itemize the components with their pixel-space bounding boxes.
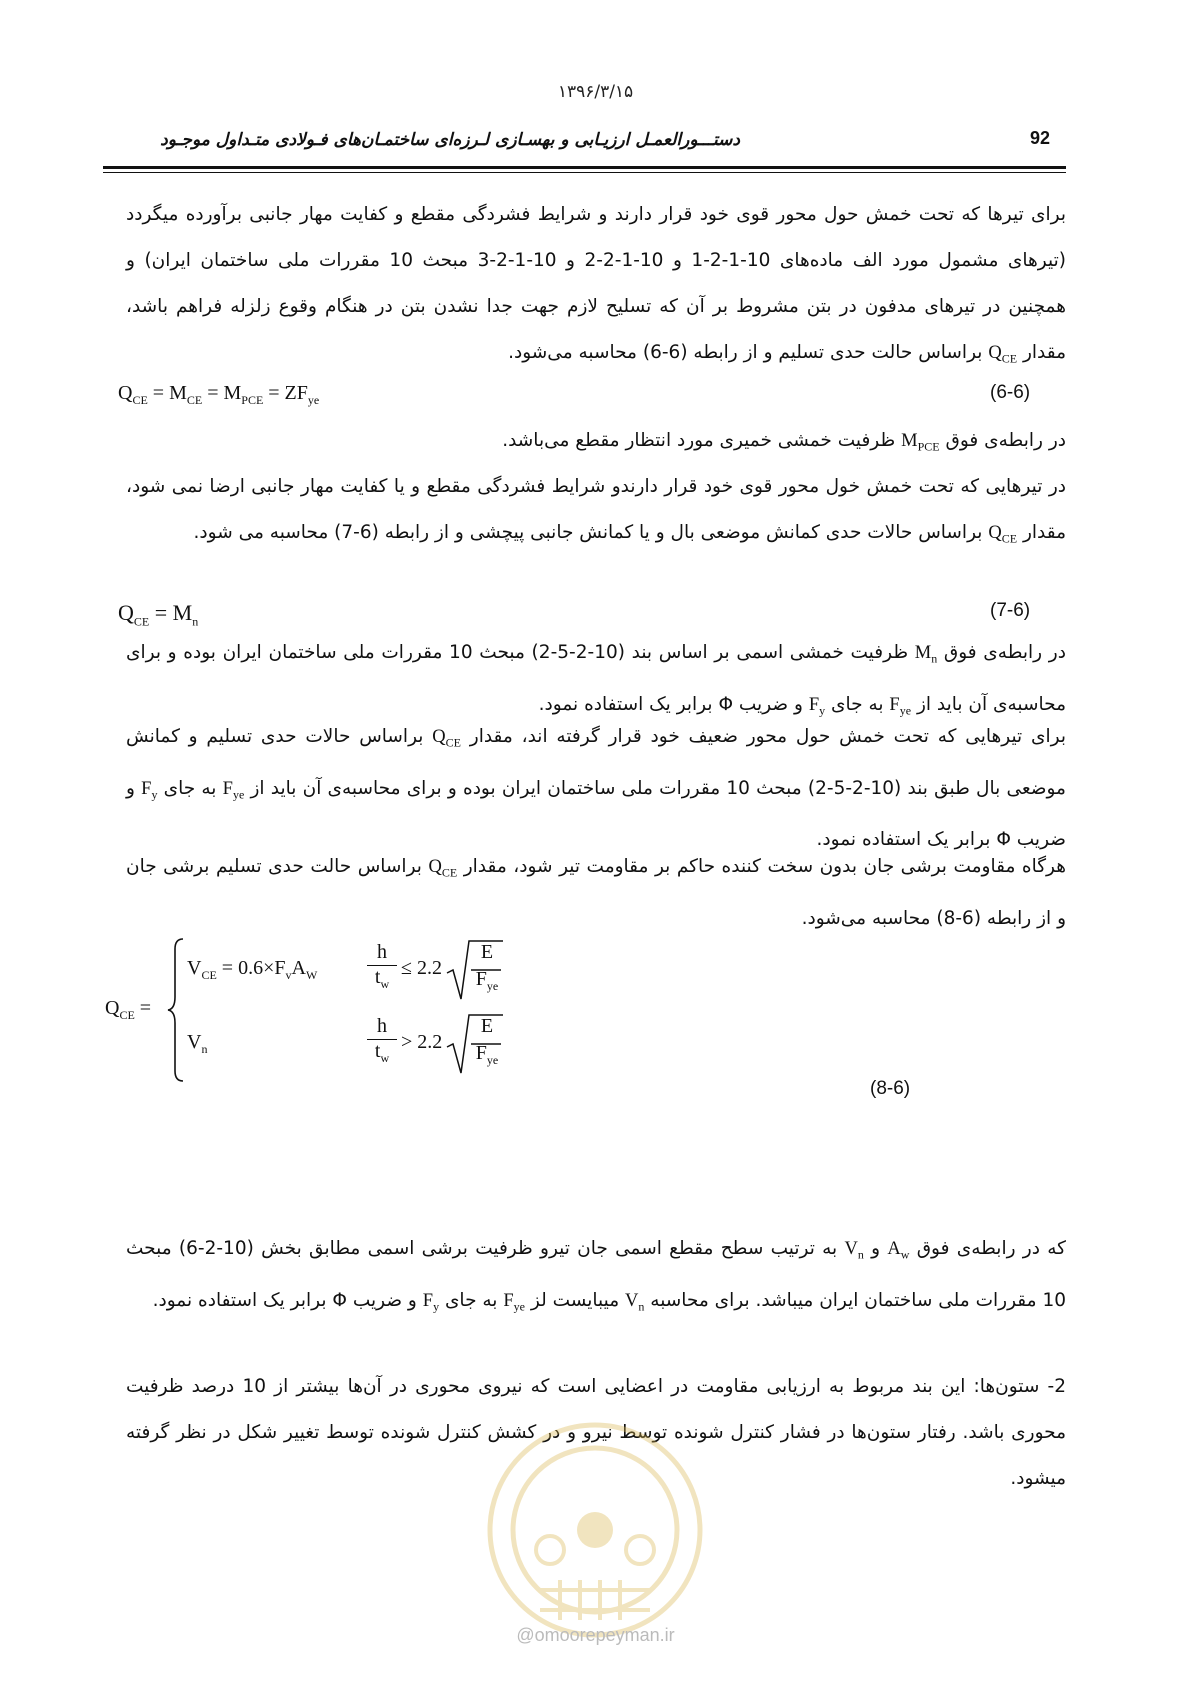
equation-8-6 [105,935,545,1085]
paragraph-5: برای تیرهایی که تحت خمش حول محور ضعیف خود قرار گرفته اند، مقدار $Q_{CE}$ براساس حالات حدی تسلیم و کمانش موضعی بال طبق بند (10-2-5-2) مبحث 10 مقررات ملی ساختمان ایران بوده و برای محاسبه‌ی آن باید از $F_{ye}$ به جای $F_y$ و ضریب Φ برابر یک استفاده نمود. [126,726,1066,851]
paragraph-4: در رابطه‌ی فوق $M_n$ ظرفیت خمشی اسمی بر اساس بند (10-2-5-2) مبحث 10 مقررات ملی ساختمان ایران بوده و برای محاسبه‌ی آن باید از $F_{ye}$ به جای $F_y$ و ضریب Φ برابر یک استفاده نمود. [126,642,1066,718]
header-date: ۱۳۹۶/۳/۱۵ [557,82,634,102]
page-number: 92 [1030,128,1051,148]
eq86-row2-cond: > 2.2 [401,1031,443,1053]
footer-url: @omoorepeyman.ir [516,1625,675,1645]
equation-number-7-6: (7-6) [990,600,1031,621]
equation-number-8-6: (8-6) [870,1078,911,1099]
brace-icon [165,935,187,1085]
eq86-lhs: $Q_{CE}$ = [105,997,152,1022]
eq86-row1-frac: h $t_w$ [367,941,397,992]
eq86-row2-rad: E $F_{ye}$ [475,1015,499,1067]
paragraph-1: برای تیرها که تحت خمش حول محور قوی خود قرار دارند و شرایط فشردگی مقطع و کفایت مهار جانبی برآورده میگردد (تیرهای مشمول مورد الف ماده‌های 10-1-2-1 و 10-1-2-2 و 10-1-2-3 مبحث 10 مقررات ملی ساختمان ایران) و همچنین در تیرهای مدفون در بتن مشروط بر آن که تسلیح لازم جهت جدا نشدن بتن در هنگام وقوع زلزله فراهم باشد، مقدار $Q_{CE}$ براساس حالت حدی تسلیم و از رابطه (6-6) محاسبه می‌شود. [126,204,1066,366]
eq86-row2-left: $V_n$ [187,1031,208,1056]
equation-7-6: $Q_{CE} = M_n$ [118,600,199,629]
equation-6-6: $Q_{CE} = M_{CE} = M_{PCE} = ZF_{ye}$ [118,382,320,407]
equation-number-6-6: (6-6) [990,382,1031,403]
paragraph-3: در تیرهایی که تحت خمش خول محور قوی خود قرار دارندو شرایط فشردگی مقطع و یا کفایت مهار جانبی ارضا نمی شود، مقدار $Q_{CE}$ براساس حالات حدی کمانش موضعی بال و یا کمانش جانبی پیچشی و از رابطه (6-7) محاسبه می شود. [126,476,1066,546]
paragraph-8: 2- ستون‌ها: این بند مربوط به ارزیابی مقاومت در اعضایی است که نیروی محوری در آن‌ها بیشتر از 10 درصد ظرفیت محوری باشد. رفتار ستون‌ها در فشار کنترل شونده توسط نیرو و در کشش کنترل شونده توسط تغییر شکل در نظر گرفته میشود. [126,1376,1066,1489]
paragraph-6: هرگاه مقاومت برشی جان بدون سخت کننده حاکم بر مقاومت تیر شود، مقدار $Q_{CE}$ براساس حالت حدی تسلیم برشی جان و از رابطه (6-8) محاسبه می‌شود. [126,856,1066,929]
eq86-row1-cond: ≤ 2.2 [401,957,442,979]
header-rule-thin [103,172,1066,173]
paragraph-2: در رابطه‌ی فوق $M_{PCE}$ ظرفیت خمشی خمیری مورد انتظار مقطع می‌باشد. [502,430,1066,454]
eq86-row1-left: $V_{CE} = 0.6\times F_vA_W$ [187,957,318,982]
eq86-row1-rad: E $F_{ye}$ [475,941,499,993]
eq86-row2-frac: h $t_w$ [367,1015,397,1066]
paragraph-7: که در رابطه‌ی فوق $A_w$ و $V_n$ به ترتیب سطح مقطع اسمی جان تیرو ظرفیت برشی اسمی مطابق بخش (10-2-6) مبحث 10 مقررات ملی ساختمان ایران میباشد. برای محاسبه $V_n$ میبایست لز $F_{ye}$ به جای $F_y$ و ضریب Φ برابر یک استفاده نمود. [126,1238,1066,1314]
symbol-qce: $Q_{CE}$ [988,343,1018,366]
header-rule [103,166,1066,169]
header-title: دستـــورالعمـل ارزيـابی و بهسـازی لـرزه‌ای ساختمـان‌های فـولادی متـداول موجـود [160,130,740,150]
